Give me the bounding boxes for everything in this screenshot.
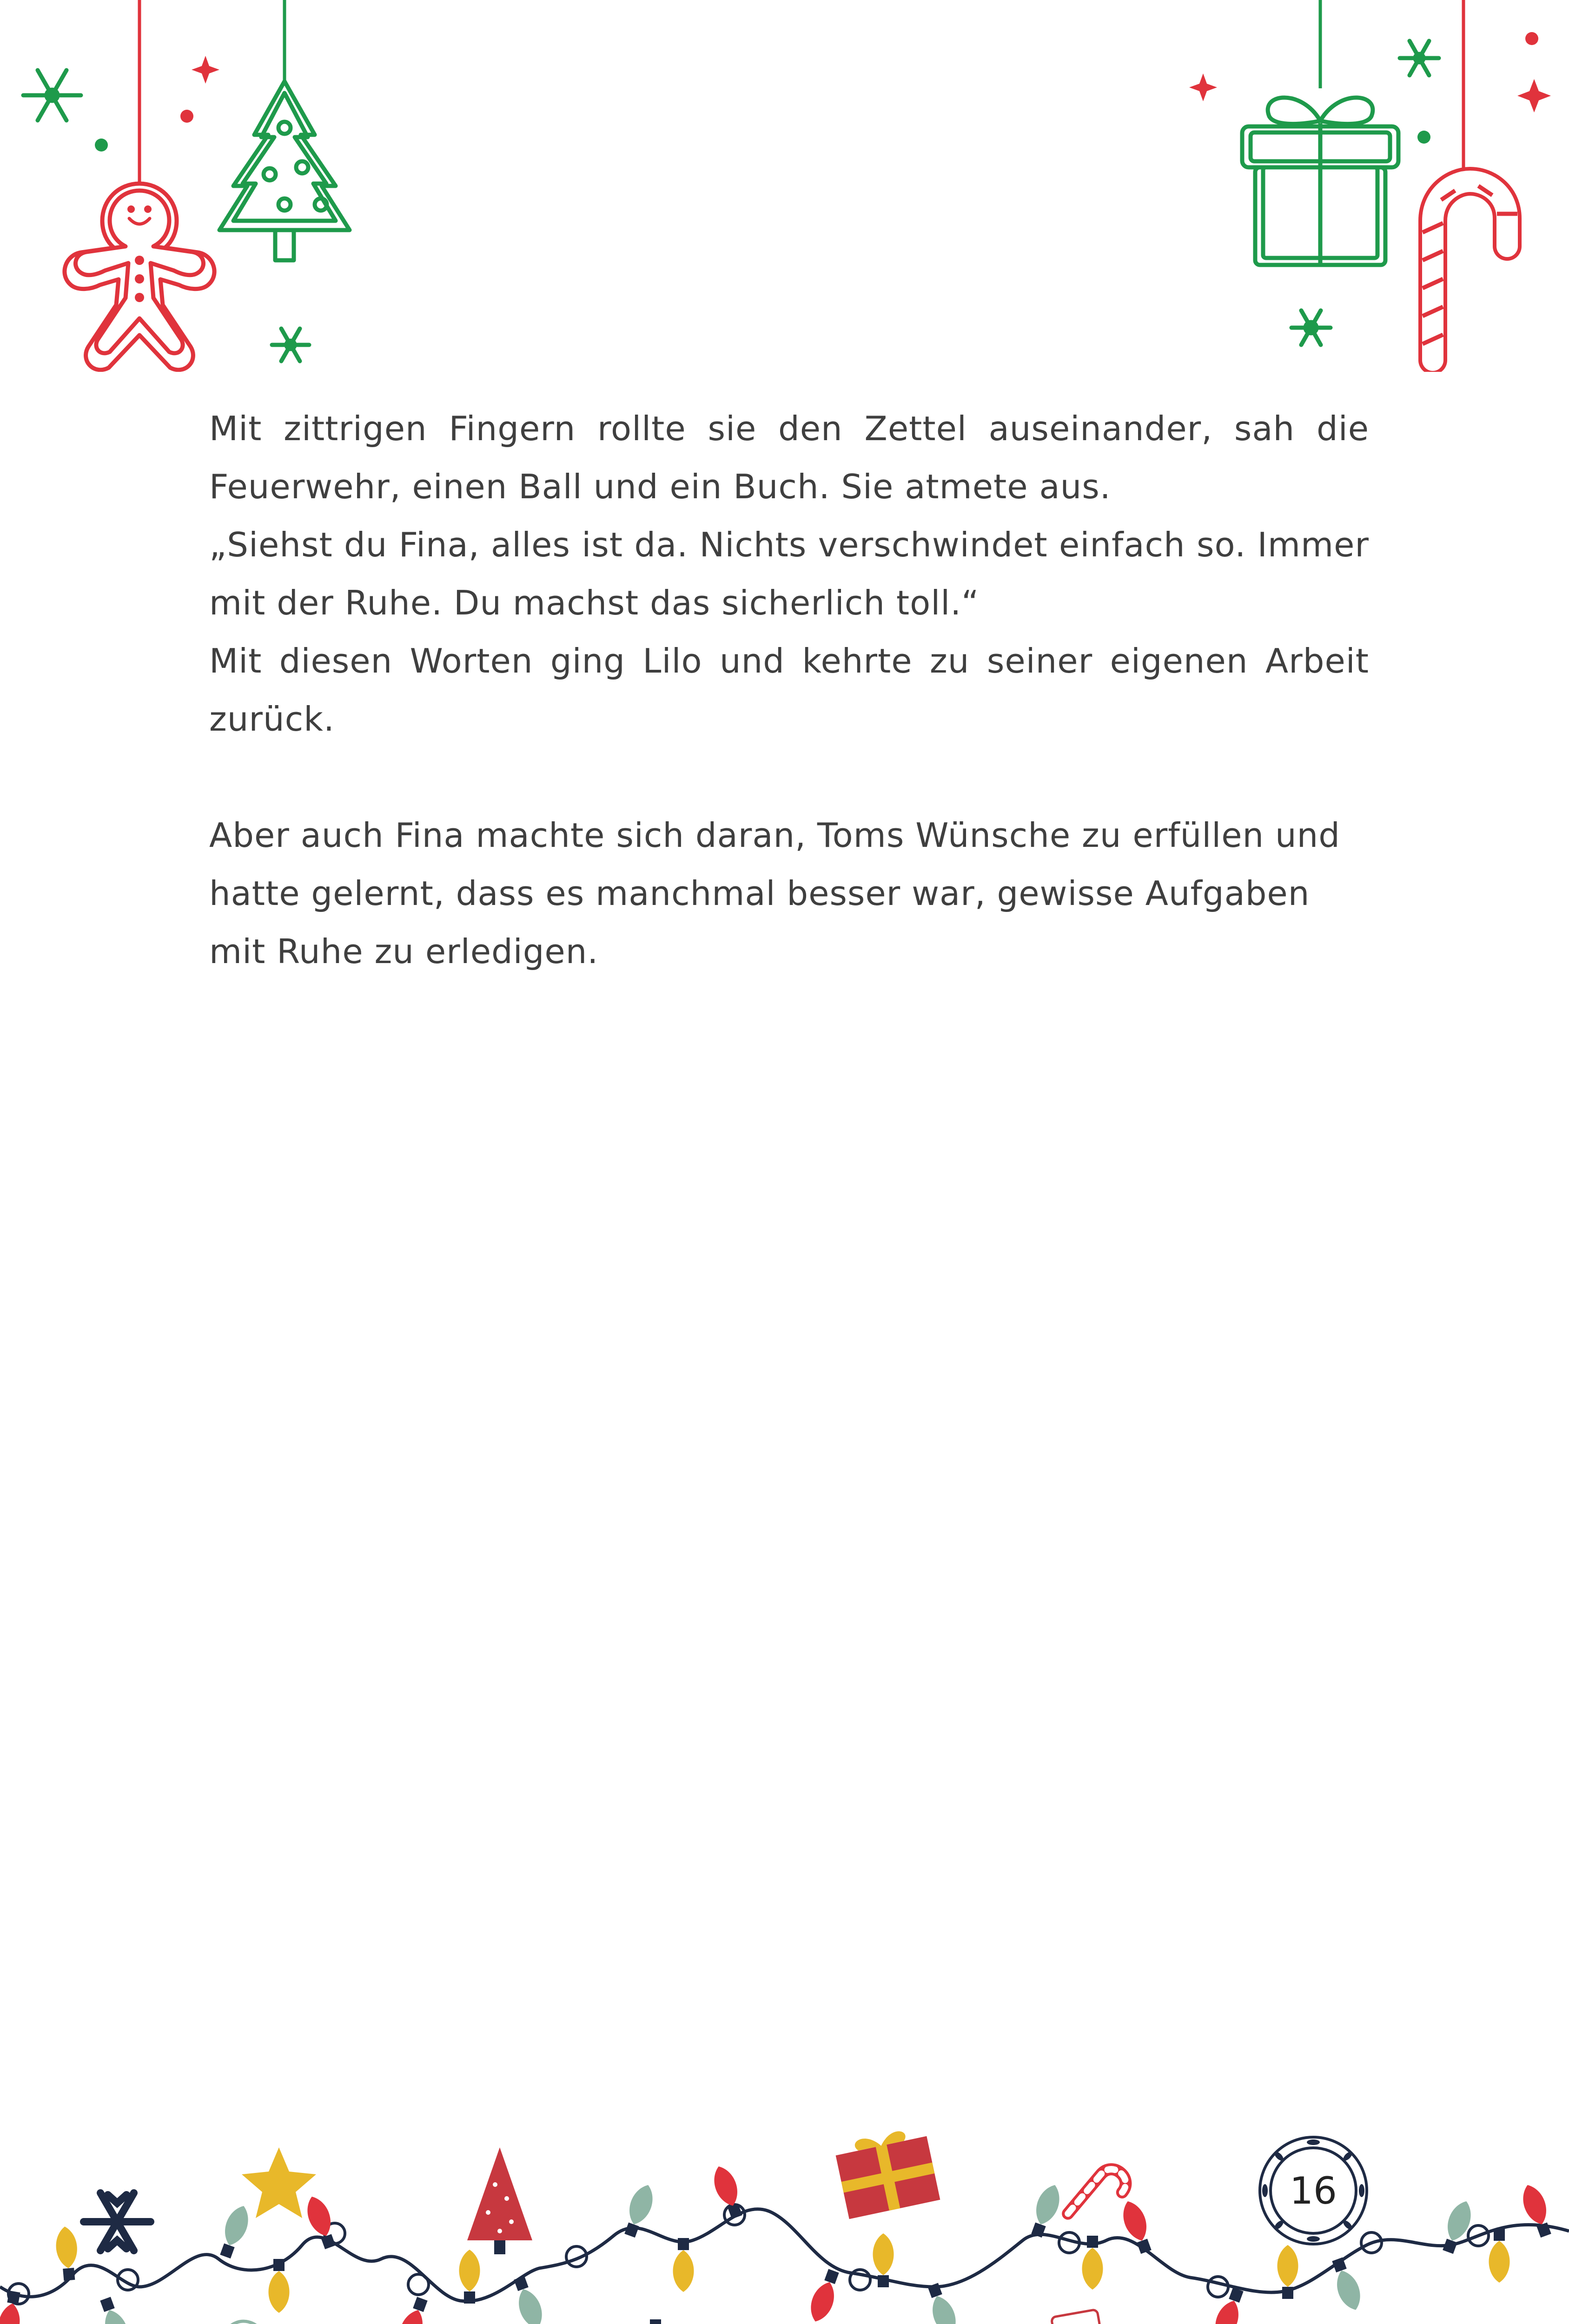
christmas-tree-icon: [467, 2147, 532, 2254]
story-paragraph: „Siehst du Fina, alles ist da. Nichts verschwindet einfach so. Immer mit der Ruhe. Du machst das sicherlich toll.“: [209, 525, 1369, 622]
top-decoration: [0, 0, 1569, 372]
christmas-tree-icon: [219, 81, 350, 260]
snowflake-icon: [1291, 41, 1439, 345]
stocking-icon: [1035, 2309, 1113, 2324]
star-icon: [242, 2147, 316, 2218]
story-text: [209, 400, 1369, 981]
snowflake-icon: [84, 2193, 151, 2251]
page-number: 16: [1290, 2169, 1337, 2212]
sparkle-icon: [192, 56, 219, 84]
sparkle-icon: [1189, 73, 1217, 101]
sparkle-icon: [1517, 79, 1551, 112]
story-paragraph: Aber auch Fina machte sich daran, Toms Wünsche zu erfüllen und hatte gelernt, dass es manchmal besser war, gewisse Aufgaben mit Ruhe zu erledigen.: [209, 816, 1341, 971]
story-paragraph: Mit diesen Worten ging Lilo und kehrte zu seiner eigenen Arbeit zurück.: [209, 641, 1369, 739]
candy-cane-icon: [1068, 2164, 1131, 2232]
candy-cane-icon: [1423, 181, 1517, 360]
gift-icon: [1242, 98, 1398, 265]
story-paragraph: Mit zittrigen Fingern rollte sie den Zettel auseinander, sah die Feuerwehr, einen Ball und ein Buch. Sie atmete aus.: [209, 409, 1369, 506]
ornament-icon: [631, 2319, 680, 2324]
gift-icon: [834, 2126, 940, 2219]
